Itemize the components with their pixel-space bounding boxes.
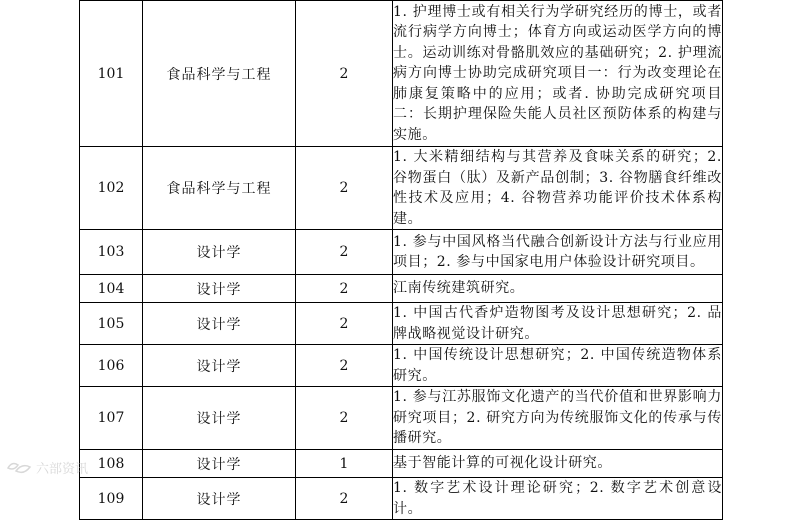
row-number: 102: [80, 147, 143, 230]
table-row: [80, 345, 723, 387]
row-number: 108: [80, 450, 143, 478]
row-number: 101: [80, 1, 143, 147]
table-row: [80, 450, 723, 478]
description-cell: 1. 参与中国风格当代融合创新设计方法与行业应用项目；2. 参与中国家电用户体验设计研究项目。: [393, 230, 723, 275]
watermark: [6, 458, 88, 477]
count-cell: 2: [296, 478, 393, 520]
description-cell: 1. 数字艺术设计理论研究；2. 数字艺术创意设计。: [393, 478, 723, 520]
table-row: [80, 303, 723, 345]
count-cell: 2: [296, 345, 393, 387]
major-cell: 设计学: [143, 478, 296, 520]
row-number: 109: [80, 478, 143, 520]
table-row: [80, 387, 723, 450]
count-cell: 2: [296, 387, 393, 450]
count-cell: 2: [296, 1, 393, 147]
table-row: [80, 478, 723, 520]
count-cell: 2: [296, 147, 393, 230]
row-number: 107: [80, 387, 143, 450]
table-row: [80, 147, 723, 230]
major-cell: 设计学: [143, 387, 296, 450]
table-row: [80, 230, 723, 275]
requirements-table: [79, 0, 723, 520]
count-cell: 2: [296, 303, 393, 345]
table-row: [80, 275, 723, 303]
row-number: 105: [80, 303, 143, 345]
description-cell: 1. 中国古代香炉造物图考及设计思想研究；2. 品牌战略视觉设计研究。: [393, 303, 723, 345]
row-number: 104: [80, 275, 143, 303]
table-row: [80, 1, 723, 147]
major-cell: 设计学: [143, 345, 296, 387]
count-cell: 1: [296, 450, 393, 478]
major-cell: 设计学: [143, 450, 296, 478]
major-cell: 设计学: [143, 230, 296, 275]
watermark-text: 六部资讯: [36, 462, 89, 477]
major-cell: 设计学: [143, 275, 296, 303]
description-cell: 1. 大米精细结构与其营养及食味关系的研究；2. 谷物蛋白（肽）及新产品创制；3. 谷物膳食纤维改性技术及应用；4. 谷物营养功能评价技术体系构建。: [393, 147, 723, 230]
count-cell: 2: [296, 275, 393, 303]
row-number: 103: [80, 230, 143, 275]
count-cell: 2: [296, 230, 393, 275]
major-cell: 食品科学与工程: [143, 1, 296, 147]
description-cell: 1. 中国传统设计思想研究；2. 中国传统造物体系研究。: [393, 345, 723, 387]
row-number: 106: [80, 345, 143, 387]
description-cell: 江南传统建筑研究。: [393, 275, 723, 303]
watermark-logo-icon: [6, 459, 32, 477]
major-cell: 设计学: [143, 303, 296, 345]
major-cell: 食品科学与工程: [143, 147, 296, 230]
description-cell: 基于智能计算的可视化设计研究。: [393, 450, 723, 478]
description-cell: 1. 护理博士或有相关行为学研究经历的博士，或者流行病学方向博士；体育方向或运动医学方向的博士。运动训练对骨骼肌效应的基础研究；2. 护理流病方向博士协助完成研究项目一：行为改变理论在肺康复策略中的应用；或者. 协助完成研究项目二：长期护理保险失能人员社区预防体系的构建与实施。: [393, 1, 723, 147]
description-cell: 1. 参与江苏服饰文化遗产的当代价值和世界影响力研究项目；2. 研究方向为传统服饰文化的传承与传播研究。: [393, 387, 723, 450]
